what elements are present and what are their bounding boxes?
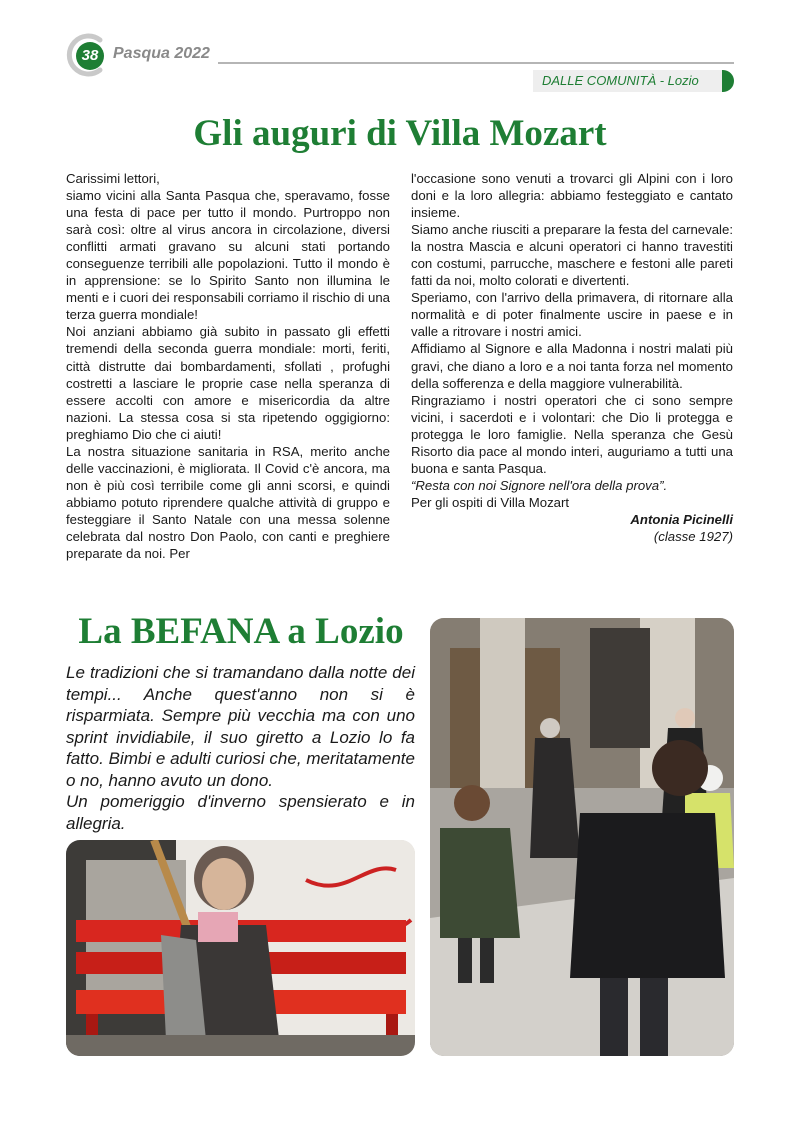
- paragraph: Noi anziani abbiamo già subito in passato gli effetti tremendi della seconda guerra mondiale: morti, feriti, città distrutte dai bombardamenti, sfollati , profughi costretti a lasciare le proprie case nella speranza di essere accolti con amore e misericordia da altre nazioni. La stessa cosa si sta ripetendo oggigiorno: preghiamo Dio che ci aiuti!: [66, 324, 390, 442]
- article-title-villa-mozart: Gli auguri di Villa Mozart: [193, 113, 607, 154]
- photo-befana-children: [430, 618, 734, 1056]
- paragraph: Ringraziamo i nostri operatori che ci sono sempre vicini, i sacerdoti e i volontari: che Dio li protegga e protegga le loro famiglie. Nella speranza che Gesù Risorto dia pace al mondo interi, auguriamo a tutti una buona e santa Pasqua.: [411, 392, 733, 476]
- paragraph: Affidiamo al Signore e alla Madonna i nostri malati più gravi, che diano a loro e a noi tanta forza nel momento della sofferenza e della maggiore vulnerabilità.: [411, 341, 733, 391]
- paragraph: l'occasione sono venuti a trovarci gli Alpini con i loro doni e la loro allegria: abbiamo festeggiato e cantato insieme.: [411, 171, 733, 221]
- befana-lead: [66, 662, 415, 834]
- paragraph: La nostra situazione sanitaria in RSA, merito anche delle vaccinazioni, è migliorata. Il Covid c'è ancora, ma non è più così terribile come gli anni scorsi, e quindi abbiamo potuto riprendere qualche attività di gruppo e festeggiare il Santo Natale con una messa solenne celebrata dal nostro Don Paolo, con canti e preghiere preparate da noi. Per: [66, 443, 390, 562]
- paragraph: Siamo anche riusciti a preparare la festa del carnevale: la nostra Mascia e alcuni operatori ci hanno travestiti con costumi, parrucche, maschere e festoni alle pareti fatti da noi, molto colorati e divertenti.: [411, 222, 733, 289]
- article-column-left: [66, 170, 390, 562]
- lead-paragraph: Un pomeriggio d'inverno spensierato e in allegria.: [66, 792, 415, 833]
- article-column-right: [411, 170, 733, 545]
- author-note: (classe 1927): [653, 528, 733, 544]
- closing-line: Per gli ospiti di Villa Mozart: [411, 494, 570, 510]
- author-name: Antonia Picinelli: [630, 511, 733, 527]
- article-title-befana: La BEFANA a Lozio: [78, 611, 404, 652]
- quote: “Resta con noi Signore nell'ora della prova”.: [411, 477, 668, 493]
- issue-title: Pasqua 2022: [113, 45, 210, 62]
- lead-paragraph: Le tradizioni che si tramandano dalla notte dei tempi... Anche quest'anno non si è risparmiata. Sempre più vecchia ma con uno sprint invidiabile, il suo giretto a Lozio lo fa fatto. Bimbi e adulti curiosi che, meritatamente o no, hanno avuto un dono.: [66, 663, 415, 790]
- header-rule: [218, 62, 734, 64]
- section-tag: DALLE COMUNITÀ - Lozio: [533, 70, 722, 92]
- paragraph: Speriamo, con l'arrivo della primavera, di ritornare alla normalità e di poter finalmente uscire in paese e in valle a ritrovare i nostri amici.: [411, 290, 733, 340]
- section-tag-cap: [722, 70, 734, 92]
- photo-befana-bench: [66, 840, 415, 1056]
- salutation: Carissimi lettori,: [66, 171, 160, 186]
- page-number: 38: [76, 42, 104, 70]
- paragraph: siamo vicini alla Santa Pasqua che, speravamo, fosse una festa di pace per tutto il mondo. Purtroppo non sarà così: oltre al virus ancora in circolazione, diversi conflitti armati gravano su alcuni stati portando conseguenze terribili alle popolazioni. Tutto il mondo è in apprensione: se lo Spirito Santo non illumina le menti e i cuori dei responsabili corriamo il rischio di una terza guerra mondiale!: [66, 188, 390, 323]
